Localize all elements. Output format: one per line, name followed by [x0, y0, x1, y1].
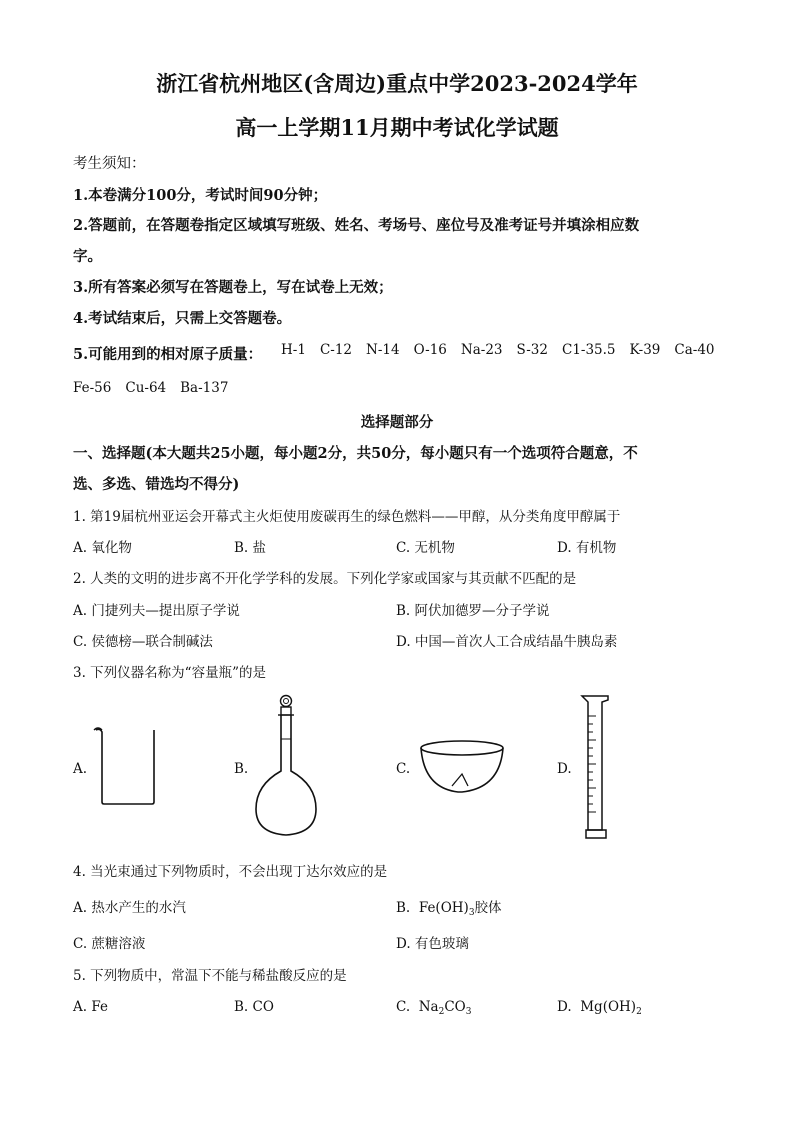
q1-option-c: C. 无机物	[396, 540, 455, 556]
title-line-1: 浙江省杭州地区(含周边)重点中学2023-2024学年	[156, 71, 638, 96]
part-1-instructions: 一、选择题(本大题共25小题，每小题2分，共50分，每小题只有一个选项符合题意，不	[73, 445, 638, 462]
q2-stem: 2. 人类的文明的进步离不开化学学科的发展。下列化学家或国家与其贡献不匹配的是	[73, 571, 577, 587]
notice-5: 5.可能用到的相对原子质量：	[73, 346, 263, 363]
notice-heading: 考生须知：	[73, 156, 146, 172]
notice-2-cont: 字。	[73, 248, 102, 265]
section-title: 选择题部分	[360, 414, 434, 431]
q3-stem: 3. 下列仪器名称为“容量瓶”的是	[73, 665, 266, 681]
q4-option-a: A. 热水产生的水汽	[73, 900, 186, 916]
q1-option-a: A. 氧化物	[73, 540, 132, 556]
q5-option-c: C. $Na_2CO_3$	[396, 999, 472, 1017]
volumetric-flask-icon	[250, 693, 330, 841]
graduated-cylinder-icon	[574, 692, 616, 842]
beaker-icon	[92, 724, 162, 808]
notice-4: 4.考试结束后，只需上交答题卷。	[73, 310, 292, 327]
q3-option-a: A.	[73, 761, 88, 777]
q5-option-d: D. $Mg(OH)_2$	[557, 999, 642, 1017]
q2-option-d: D. 中国—首次人工合成结晶牛胰岛素	[396, 634, 618, 650]
q3-option-d: D.	[557, 761, 572, 777]
q1-option-d: D. 有机物	[557, 540, 617, 556]
q3-option-b: B.	[234, 761, 249, 777]
q2-option-a: A. 门捷列夫—提出原子学说	[73, 603, 240, 619]
q4-stem: 4. 当光束通过下列物质时，不会出现丁达尔效应的是	[73, 864, 388, 880]
q5-stem: 5. 下列物质中，常温下不能与稀盐酸反应的是	[73, 968, 347, 984]
q2-option-c: C. 侯德榜—联合制碱法	[73, 634, 213, 650]
notice-2: 2.答题前，在答题卷指定区域填写班级、姓名、考场号、座位号及准考证号并填涂相应数	[73, 217, 640, 234]
atomic-masses-row-2: Fe-56 Cu-64 Ba-137	[73, 380, 229, 396]
q5-option-b: B. CO	[234, 999, 274, 1015]
q5-option-a: A. Fe	[73, 999, 108, 1015]
part-1-instructions-cont: 选、多选、错选均不得分)	[73, 476, 240, 493]
q4-option-d: D. 有色玻璃	[396, 936, 469, 952]
q3-option-c: C.	[396, 761, 411, 777]
q2-option-b: B. 阿伏加德罗—分子学说	[396, 603, 550, 619]
title-line-2: 高一上学期11月期中考试化学试题	[235, 115, 559, 140]
fe-oh3-formula: Fe(OH)	[418, 900, 469, 916]
notice-1: 1.本卷满分100分，考试时间90分钟；	[73, 187, 328, 204]
q1-stem: 1. 第19届杭州亚运会开幕式主火炬使用废碳再生的绿色燃料——甲醇，从分类角度甲醇属于	[73, 509, 621, 525]
evaporating-dish-icon	[418, 738, 506, 796]
q1-option-b: B. 盐	[234, 540, 267, 556]
atomic-masses-row-1: H-1 C-12 N-14 O-16 Na-23 S-32 C1-35.5 K-39 Ca-40	[281, 342, 715, 358]
q4-option-b: B. $Fe(OH)_3$胶体	[396, 900, 502, 918]
q4-option-c: C. 蔗糖溶液	[73, 936, 146, 952]
notice-3: 3.所有答案必须写在答题卷上，写在试卷上无效；	[73, 279, 393, 296]
